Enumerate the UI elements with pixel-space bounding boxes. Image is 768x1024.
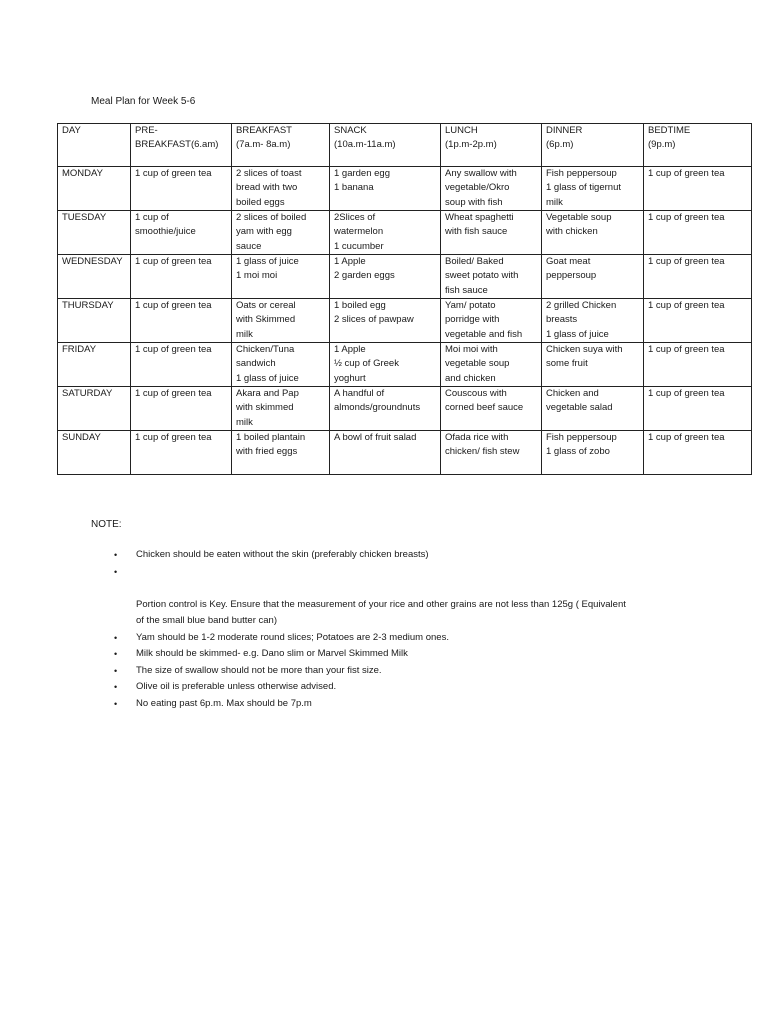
cell-day: TUESDAY	[58, 211, 131, 255]
cell-dinner: 2 grilled Chicken breasts 1 glass of juice	[542, 299, 644, 343]
cell-breakfast: Oats or cereal with Skimmed milk	[232, 299, 330, 343]
cell-snack: 1 Apple 2 garden eggs	[330, 255, 441, 299]
bullet-icon: •	[114, 665, 118, 676]
cell-dinner: Chicken and vegetable salad	[542, 387, 644, 431]
cell-bedtime: 1 cup of green tea	[644, 431, 752, 475]
cell-day: THURSDAY	[58, 299, 131, 343]
meal-plan-table	[57, 123, 752, 475]
cell-lunch: Wheat spaghetti with fish sauce	[441, 211, 542, 255]
cell-bedtime: 1 cup of green tea	[644, 255, 752, 299]
note-item	[114, 564, 694, 630]
note-item-text: Chicken should be eaten without the skin (preferably chicken breasts)	[136, 549, 429, 560]
header-dinner: DINNER (6p.m)	[542, 124, 644, 167]
note-list	[114, 547, 694, 712]
cell-pre-breakfast: 1 cup of green tea	[131, 343, 232, 387]
cell-lunch: Couscous with corned beef sauce	[441, 387, 542, 431]
cell-bedtime: 1 cup of green tea	[644, 167, 752, 211]
bullet-icon: •	[114, 566, 118, 577]
cell-lunch: Moi moi with vegetable soup and chicken	[441, 343, 542, 387]
note-item-text: Olive oil is preferable unless otherwise advised.	[136, 681, 337, 692]
cell-lunch: Ofada rice with chicken/ fish stew	[441, 431, 542, 475]
cell-bedtime: 1 cup of green tea	[644, 211, 752, 255]
table-row	[58, 343, 752, 387]
note-heading: NOTE:	[91, 519, 122, 530]
cell-dinner: Fish peppersoup 1 glass of tigernut milk	[542, 167, 644, 211]
bullet-icon: •	[114, 550, 118, 560]
cell-dinner: Goat meat peppersoup	[542, 255, 644, 299]
cell-dinner: Chicken suya with some fruit	[542, 343, 644, 387]
cell-bedtime: 1 cup of green tea	[644, 299, 752, 343]
cell-breakfast: 1 boiled plantain with fried eggs	[232, 431, 330, 475]
cell-snack: 2Slices of watermelon 1 cucumber	[330, 211, 441, 255]
note-item-text: Milk should be skimmed- e.g. Dano slim or Marvel Skimmed Milk	[136, 648, 408, 659]
cell-snack: A bowl of fruit salad	[330, 431, 441, 475]
note-item-text: Portion control is Key. Ensure that the measurement of your rice and other grains are not less than 125g ( Equivalent of the small blue band butter can)	[136, 598, 626, 626]
cell-pre-breakfast: 1 cup of smoothie/juice	[131, 211, 232, 255]
header-breakfast: BREAKFAST (7a.m- 8a.m)	[232, 124, 330, 167]
note-item	[114, 663, 694, 680]
cell-pre-breakfast: 1 cup of green tea	[131, 255, 232, 299]
header-day: DAY	[58, 124, 131, 167]
table-row	[58, 431, 752, 475]
header-snack: SNACK (10a.m-11a.m)	[330, 124, 441, 167]
table-row	[58, 387, 752, 431]
note-item-text: The size of swallow should not be more than your fist size.	[136, 664, 382, 676]
cell-snack: 1 Apple ½ cup of Greek yoghurt	[330, 343, 441, 387]
note-item-text: Yam should be 1-2 moderate round slices; Potatoes are 2-3 medium ones.	[136, 631, 449, 643]
cell-bedtime: 1 cup of green tea	[644, 343, 752, 387]
cell-pre-breakfast: 1 cup of green tea	[131, 299, 232, 343]
bullet-icon: •	[114, 698, 118, 709]
cell-breakfast: 2 slices of toast bread with two boiled eggs	[232, 167, 330, 211]
cell-day: SUNDAY	[58, 431, 131, 475]
note-item-text: No eating past 6p.m. Max should be 7p.m	[136, 697, 312, 709]
cell-lunch: Any swallow with vegetable/Okro soup with fish	[441, 167, 542, 211]
cell-pre-breakfast: 1 cup of green tea	[131, 431, 232, 475]
note-item	[114, 547, 694, 564]
cell-day: SATURDAY	[58, 387, 131, 431]
note-item	[114, 646, 694, 663]
cell-bedtime: 1 cup of green tea	[644, 387, 752, 431]
cell-snack: 1 garden egg 1 banana	[330, 167, 441, 211]
table-row	[58, 255, 752, 299]
cell-day: FRIDAY	[58, 343, 131, 387]
header-lunch: LUNCH (1p.m-2p.m)	[441, 124, 542, 167]
header-bedtime: BEDTIME (9p.m)	[644, 124, 752, 167]
cell-breakfast: 2 slices of boiled yam with egg sauce	[232, 211, 330, 255]
cell-breakfast: 1 glass of juice 1 moi moi	[232, 255, 330, 299]
bullet-icon: •	[114, 649, 118, 659]
cell-lunch: Yam/ potato porridge with vegetable and fish	[441, 299, 542, 343]
note-item	[114, 630, 694, 647]
page-title: Meal Plan for Week 5-6	[91, 96, 196, 107]
note-item	[114, 679, 694, 696]
table-row	[58, 299, 752, 343]
cell-snack: A handful of almonds/groundnuts	[330, 387, 441, 431]
bullet-icon: •	[114, 682, 118, 692]
cell-day: MONDAY	[58, 167, 131, 211]
table-header-row	[58, 124, 752, 167]
header-pre-breakfast: PRE- BREAKFAST(6.am)	[131, 124, 232, 167]
cell-breakfast: Akara and Pap with skimmed milk	[232, 387, 330, 431]
cell-day: WEDNESDAY	[58, 255, 131, 299]
bullet-icon: •	[114, 632, 118, 643]
cell-pre-breakfast: 1 cup of green tea	[131, 387, 232, 431]
cell-lunch: Boiled/ Baked sweet potato with fish sauce	[441, 255, 542, 299]
table-row	[58, 211, 752, 255]
cell-dinner: Vegetable soup with chicken	[542, 211, 644, 255]
cell-breakfast: Chicken/Tuna sandwich 1 glass of juice	[232, 343, 330, 387]
cell-pre-breakfast: 1 cup of green tea	[131, 167, 232, 211]
cell-snack: 1 boiled egg 2 slices of pawpaw	[330, 299, 441, 343]
table-row	[58, 167, 752, 211]
cell-dinner: Fish peppersoup 1 glass of zobo	[542, 431, 644, 475]
note-item	[114, 696, 694, 713]
